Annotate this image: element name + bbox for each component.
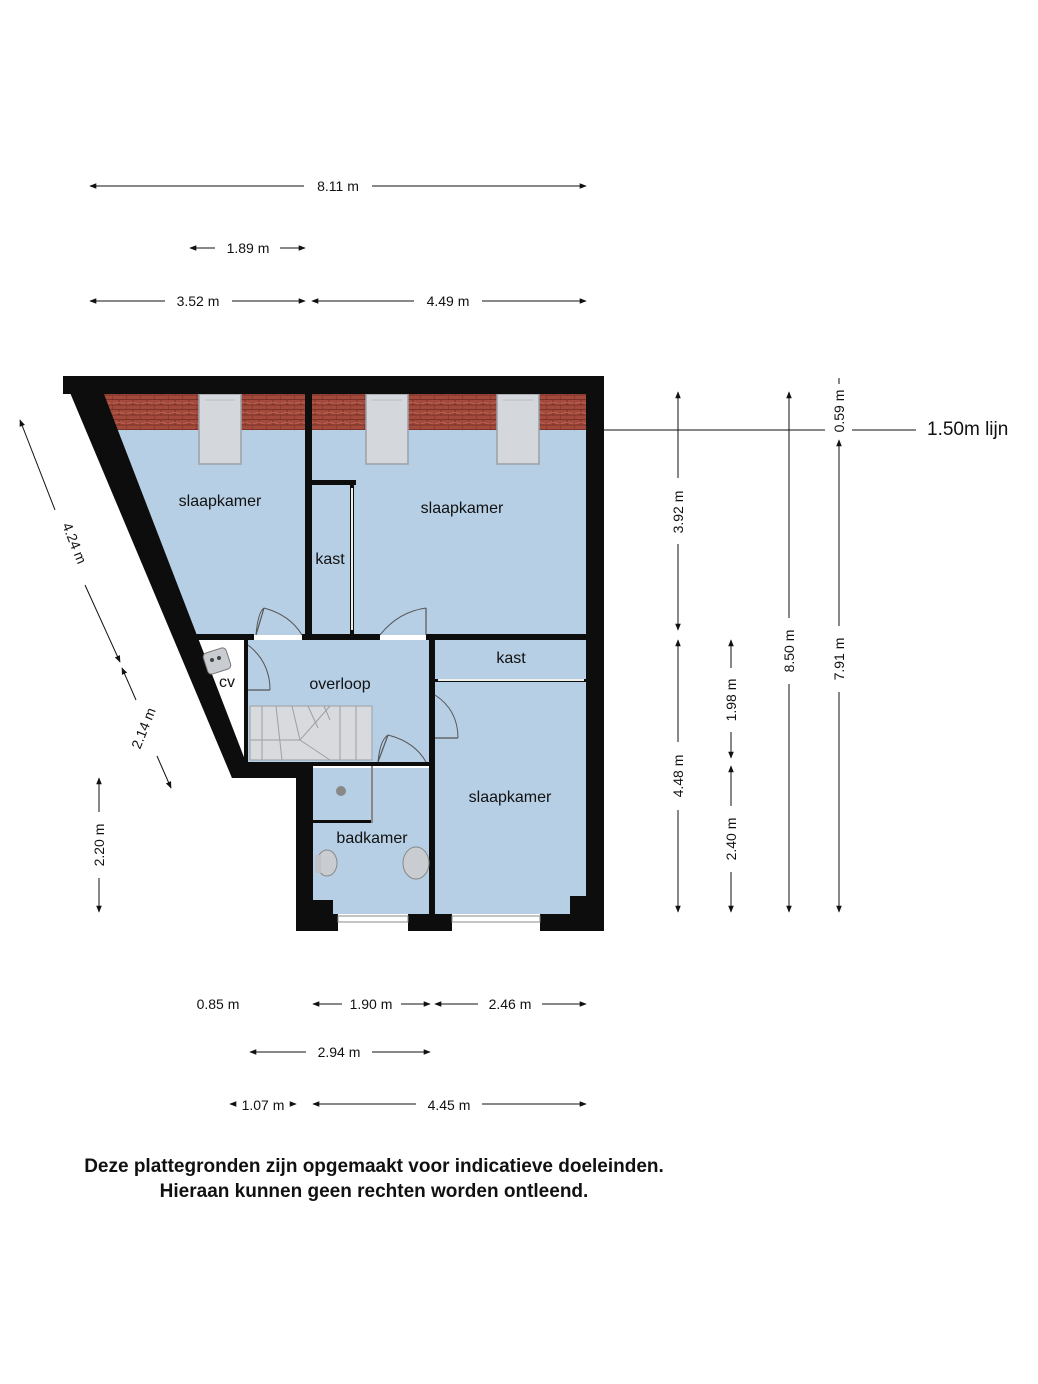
room-label-landing: overloop — [309, 676, 371, 693]
svg-text:4.24 m: 4.24 m — [59, 520, 91, 566]
svg-text:4.48 m: 4.48 m — [670, 754, 686, 798]
dimension-bottom-a-left: 0.85 m — [196, 996, 240, 1012]
svg-text:2.40 m: 2.40 m — [723, 817, 739, 861]
staircase — [250, 706, 372, 760]
skylight-1 — [199, 394, 241, 464]
svg-text:4.49 m: 4.49 m — [426, 293, 470, 309]
dimension-top-total — [90, 178, 586, 194]
svg-text:3.92 m: 3.92 m — [670, 490, 686, 534]
svg-text:2.46 m: 2.46 m — [488, 996, 532, 1012]
dimension-right-c — [781, 392, 797, 912]
dimension-diag-lower — [122, 668, 171, 788]
room-label-bedroom-right-top: slaapkamer — [420, 500, 504, 517]
svg-text:2.14 m: 2.14 m — [127, 705, 159, 751]
svg-text:8.11 m: 8.11 m — [317, 178, 359, 194]
svg-text:8.50 m: 8.50 m — [781, 629, 797, 673]
room-label-cv: cv — [219, 674, 235, 691]
disclaimer-line-1: Deze plattegronden zijn opgemaakt voor indicatieve doeleinden. — [84, 1156, 664, 1177]
window-bath — [338, 916, 408, 922]
dimension-top-mid — [190, 240, 305, 256]
svg-text:1.07 m: 1.07 m — [241, 1097, 285, 1113]
room-label-bedroom-right-bottom: slaapkamer — [468, 789, 552, 806]
dimension-bottom-b — [250, 1044, 430, 1060]
dimension-right-d — [831, 378, 847, 912]
dimension-top-left — [90, 293, 305, 309]
svg-text:2.20 m: 2.20 m — [91, 823, 107, 867]
skylight-2 — [366, 394, 408, 464]
height-line-150 — [604, 419, 1008, 440]
svg-text:2.94 m: 2.94 m — [317, 1044, 361, 1060]
dimension-top-right — [312, 293, 586, 309]
svg-text:1.90 m: 1.90 m — [349, 996, 393, 1012]
dimension-bottom-a-right — [435, 996, 586, 1012]
roof-tiles-right — [312, 394, 587, 430]
svg-text:0.59 m: 0.59 m — [831, 389, 847, 433]
dimension-bottom-a-mid — [313, 996, 430, 1012]
disclaimer-line-2: Hieraan kunnen geen rechten worden ontleend. — [159, 1181, 589, 1202]
svg-text:7.91 m: 7.91 m — [831, 637, 847, 681]
dimension-right-a — [670, 392, 686, 912]
svg-text:1.98 m: 1.98 m — [723, 678, 739, 722]
dimension-right-b — [723, 640, 739, 912]
height-line-label: 1.50m lijn — [927, 419, 1009, 440]
svg-text:3.52 m: 3.52 m — [176, 293, 220, 309]
skylight-3 — [497, 394, 539, 464]
room-label-closet-right: kast — [496, 650, 526, 667]
room-label-closet-left: kast — [315, 551, 345, 568]
svg-text:1.89 m: 1.89 m — [226, 240, 270, 256]
dimension-bottom-c-right — [313, 1097, 586, 1113]
svg-text:4.45 m: 4.45 m — [427, 1097, 471, 1113]
room-label-bedroom-left: slaapkamer — [178, 493, 262, 510]
room-label-bathroom: badkamer — [336, 830, 408, 847]
dimension-left-vertical — [91, 778, 107, 912]
window-bedroom — [452, 916, 540, 922]
dimension-bottom-c-left — [230, 1097, 296, 1113]
